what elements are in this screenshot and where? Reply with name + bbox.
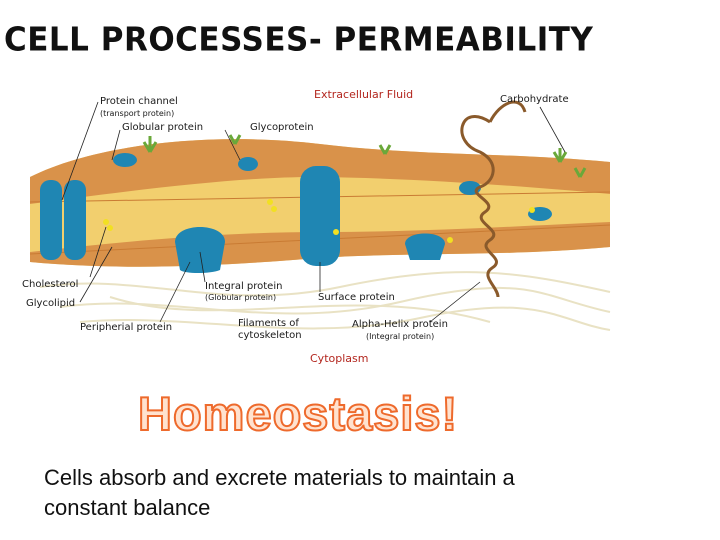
slide-title: CELL PROCESSES- PERMEABILITY bbox=[4, 21, 594, 59]
filaments-label-2: cytoskeleton bbox=[238, 330, 302, 341]
integral-protein-sublabel: (Globular protein) bbox=[205, 293, 277, 302]
globular-protein-label: Globular protein bbox=[122, 122, 204, 133]
peripherial-protein-label: Peripherial protein bbox=[80, 322, 173, 333]
transmembrane-protein bbox=[300, 166, 340, 266]
alpha-helix-sublabel: (Integral protein) bbox=[366, 332, 435, 341]
homeostasis-headline: Homeostasis! bbox=[138, 387, 459, 440]
filaments-label: Filaments of bbox=[238, 318, 299, 329]
cholesterol-label: Cholesterol bbox=[22, 279, 79, 290]
alpha-helix-label: Alpha-Helix protein bbox=[352, 319, 448, 330]
surface-protein-label: Surface protein bbox=[318, 292, 395, 303]
protein-channel-label: Protein channel bbox=[100, 96, 178, 107]
glycolipid-label: Glycolipid bbox=[26, 298, 76, 309]
cytoplasm-label: Cytoplasm bbox=[310, 352, 369, 365]
protein-channel-sublabel: (transport protein) bbox=[100, 109, 175, 118]
glycoprotein-label: Glycoprotein bbox=[250, 122, 314, 133]
carbohydrate-label: Carbohydrate bbox=[500, 94, 569, 105]
extracellular-fluid-label: Extracellular Fluid bbox=[314, 88, 414, 101]
slide-body-text: Cells absorb and excrete materials to maintain a constant balance bbox=[44, 465, 515, 520]
integral-protein bbox=[175, 227, 225, 273]
cell-membrane-diagram bbox=[20, 82, 620, 372]
integral-protein-label: Integral protein bbox=[205, 281, 283, 292]
